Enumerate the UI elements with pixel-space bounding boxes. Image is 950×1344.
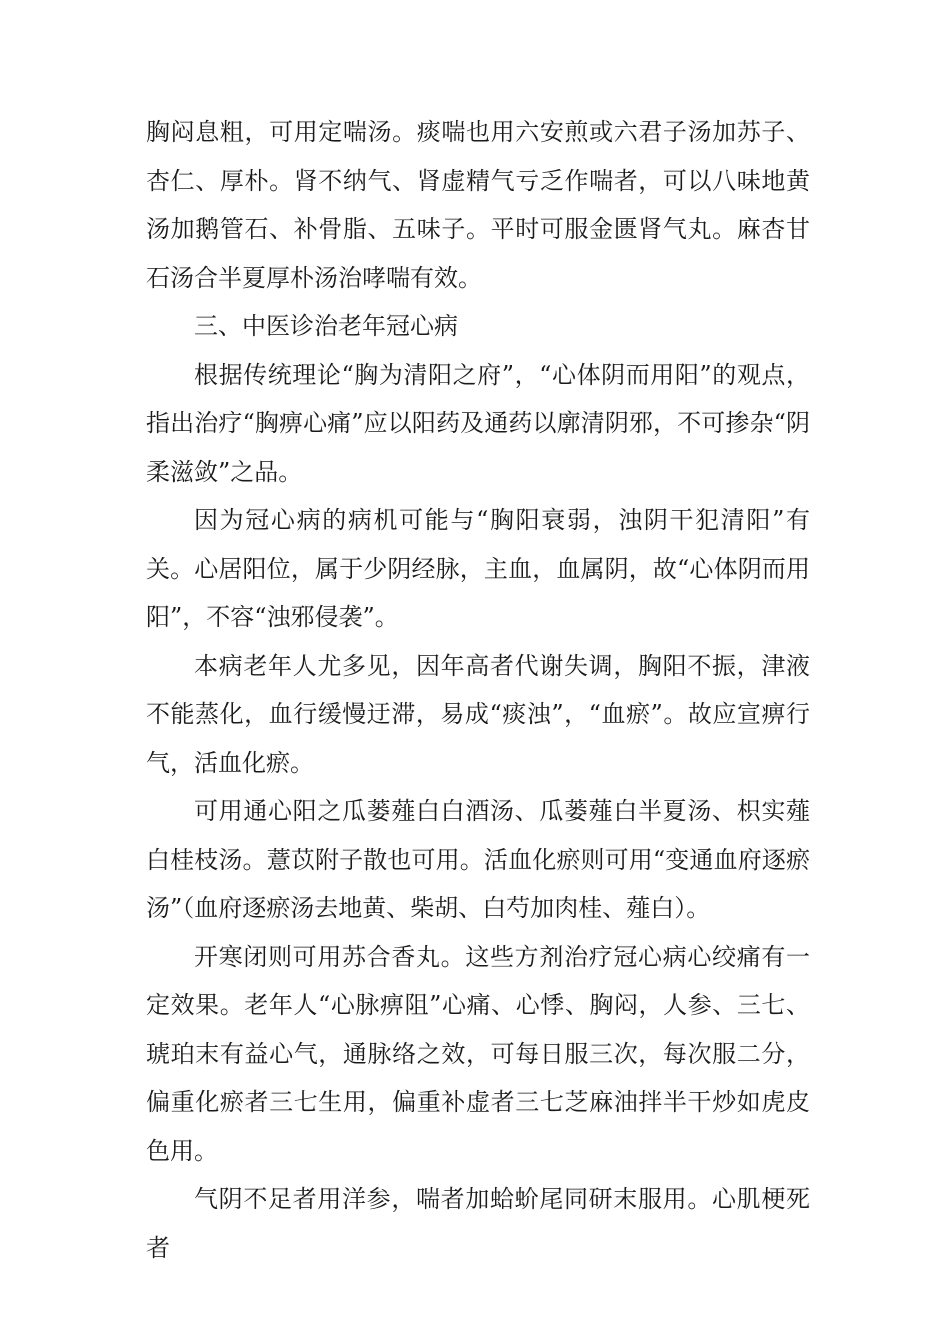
paragraph-continuation: 胸闷息粗，可用定喘汤。痰喘也用六安煎或六君子汤加苏子、杏仁、厚朴。肾不纳气、肾虚精气亏乏作喘者，可以八味地黄汤加鹅管石、补骨脂、五味子。平时可服金匮肾气丸。麻杏甘石汤合半夏厚朴汤治哮喘有效。	[146, 118, 810, 292]
paragraph: 本病老年人尤多见，因年高者代谢失调，胸阳不振，津液不能蒸化，血行缓慢迂滞，易成“痰浊”，“血瘀”。故应宣痹行气，活血化瘀。	[146, 651, 810, 777]
paragraph: 因为冠心病的病机可能与“胸阳衰弱，浊阴干犯清阳”有关。心居阳位，属于少阴经脉，主血，血属阴，故“心体阴而用阳”，不容“浊邪侵袭”。	[146, 506, 810, 631]
section-heading: 三、中医诊治老年冠心病	[194, 312, 458, 340]
paragraph: 可用通心阳之瓜蒌薤白白酒汤、瓜蒌薤白半夏汤、枳实薤白桂枝汤。薏苡附子散也可用。活血化瘀则可用“变通血府逐瘀汤”（血府逐瘀汤去地黄、柴胡、白芍加肉桂、薤白）。	[146, 797, 810, 922]
paragraph: 气阴不足者用洋参，喘者加蛤蚧尾同研末服用。心肌梗死者	[146, 1185, 810, 1262]
paragraph: 根据传统理论“胸为清阳之府”，“心体阴而用阳”的观点，指出治疗“胸痹心痛”应以阳药及通药以廓清阴邪，不可掺杂“阴柔滋敛”之品。	[146, 360, 810, 486]
paragraph: 开寒闭则可用苏合香丸。这些方剂治疗冠心病心绞痛有一定效果。老年人“心脉痹阻”心痛、心悸、胸闷，人参、三七、琥珀末有益心气，通脉络之效，可每日服三次，每次服二分，偏重化瘀者三七生用，偏重补虚者三七芝麻油拌半干炒如虎皮色用。	[146, 942, 810, 1165]
document-body	[146, 108, 810, 1272]
